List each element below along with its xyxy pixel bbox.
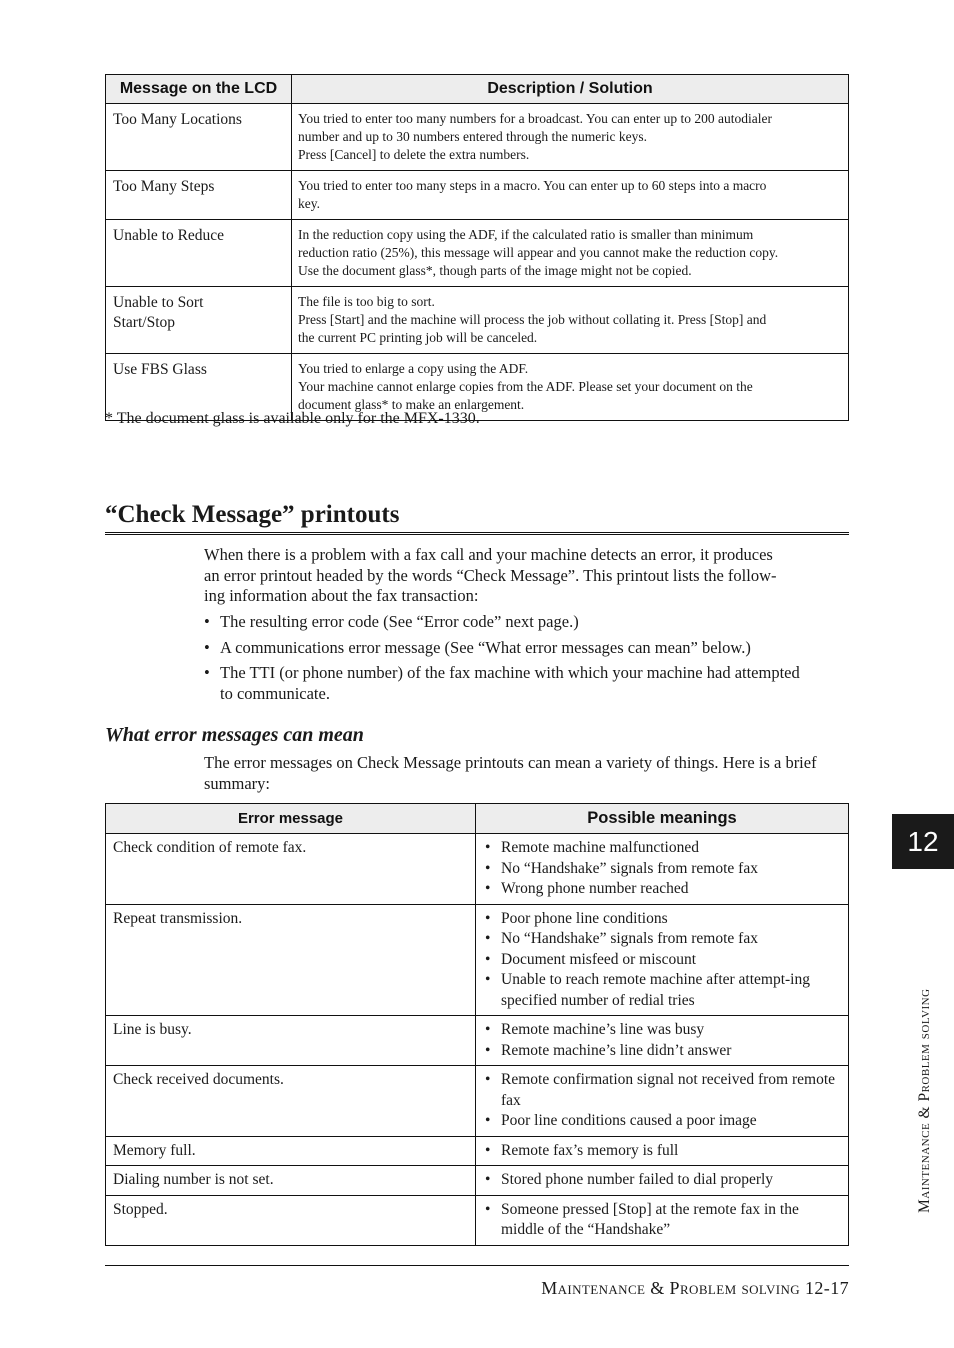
table-row: [106, 1016, 849, 1066]
list-item-text: Poor phone line conditions: [501, 909, 668, 927]
description-line: number and up to 30 numbers entered through the numeric keys.: [298, 129, 648, 144]
bullet-glyph: •: [485, 909, 491, 927]
bullet-glyph: •: [204, 663, 210, 682]
list-item: [483, 1141, 841, 1162]
table-row: [106, 904, 849, 1016]
lcd-message-line: Too Many Steps: [113, 178, 215, 195]
error-message-table: [105, 803, 849, 1246]
error-message-cell: Stopped.: [106, 1195, 476, 1245]
list-item: [483, 950, 841, 971]
table-row: [106, 1066, 849, 1137]
section-title: “Check Message” printouts: [105, 498, 849, 535]
bullet-glyph: •: [485, 930, 491, 947]
table-header-row: [106, 75, 849, 104]
meanings-list: [483, 1141, 841, 1162]
list-item: [483, 1111, 841, 1132]
list-item-text: The TTI (or phone number) of the fax machine with which your machine had attempted to communicate.: [220, 663, 800, 703]
intro-line: When there is a problem with a fax call and your machine detects an error, it produces: [204, 545, 773, 564]
list-item: [204, 663, 800, 704]
table-row: [106, 834, 849, 905]
bullet-glyph: •: [485, 1041, 491, 1059]
list-item-text: Unable to reach remote machine after attempt-ing specified number of redial tries: [501, 971, 810, 1009]
list-item-text: Remote machine’s line didn’t answer: [501, 1041, 732, 1059]
list-item: [483, 838, 841, 859]
description-line: key.: [298, 196, 320, 211]
description-cell: [292, 287, 849, 354]
description-line: Your machine cannot enlarge copies from the ADF. Please set your document on the: [298, 379, 753, 394]
lcd-message-line: Unable to Sort: [113, 294, 204, 311]
lcd-message-line: Start/Stop: [113, 314, 176, 331]
intro-line: an error printout headed by the words “Check Message”. This printout lists the follow-: [204, 565, 777, 585]
table-row: [106, 171, 849, 220]
table-row: [106, 1195, 849, 1245]
footer-divider: [105, 1265, 849, 1266]
description-line: Press [Start] and the machine will process the job without collating it. Press [Stop] and: [298, 312, 767, 327]
column-header: Error message: [106, 804, 476, 834]
bullet-glyph: •: [485, 1171, 491, 1188]
chapter-side-label: Maintenance & Problem solving: [916, 988, 933, 1213]
column-header: Description / Solution: [292, 75, 849, 104]
possible-meanings-cell: [476, 834, 849, 905]
lcd-message-line: Unable to Reduce: [113, 227, 225, 244]
list-item-text: Stored phone number failed to dial properly: [501, 1171, 774, 1188]
description-line: Press [Cancel] to delete the extra numbers.: [298, 147, 530, 162]
error-message-cell: Line is busy.: [106, 1016, 476, 1066]
intro-paragraph: [204, 545, 849, 607]
lcd-message-line: Use FBS Glass: [113, 361, 207, 378]
description-line: You tried to enter too many steps in a macro. You can enter up to 60 steps into a macro: [298, 178, 767, 193]
list-item: [483, 1170, 841, 1191]
list-item: [483, 1041, 841, 1062]
table-row: [106, 104, 849, 171]
bullet-glyph: •: [485, 971, 491, 988]
list-item-text: Wrong phone number reached: [501, 880, 689, 897]
list-item: [483, 929, 841, 950]
list-item: [483, 1020, 841, 1041]
list-item-text: No “Handshake” signals from remote fax: [501, 930, 758, 947]
lcd-message-table: [105, 74, 849, 421]
error-message-cell: Dialing number is not set.: [106, 1166, 476, 1196]
list-item: [483, 879, 841, 900]
error-message-cell: Check received documents.: [106, 1066, 476, 1137]
bullet-list: [204, 612, 849, 709]
bullet-glyph: •: [485, 1021, 491, 1038]
possible-meanings-cell: [476, 1066, 849, 1137]
list-item: [483, 1200, 841, 1241]
subsection-title: What error messages can mean: [105, 724, 364, 746]
list-item-text: Document misfeed or miscount: [501, 950, 696, 968]
possible-meanings-cell: [476, 1136, 849, 1166]
bullet-glyph: •: [485, 1112, 491, 1129]
description-cell: [292, 220, 849, 287]
possible-meanings-cell: [476, 1016, 849, 1066]
list-item: [483, 859, 841, 880]
description-line: reduction ratio (25%), this message will appear and you cannot make the reduction copy.: [298, 245, 779, 260]
table-row: [106, 1136, 849, 1166]
chapter-tab: 12: [892, 814, 954, 869]
list-item: [204, 638, 849, 659]
bullet-glyph: •: [485, 859, 491, 877]
bullet-glyph: •: [485, 1200, 491, 1218]
list-item-text: Poor line conditions caused a poor image: [501, 1112, 757, 1129]
list-item-text: Remote confirmation signal not received from remote fax: [501, 1071, 835, 1109]
possible-meanings-cell: [476, 1166, 849, 1196]
page-footer: Maintenance & Problem solving 12-17: [541, 1278, 849, 1298]
description-line: In the reduction copy using the ADF, if the calculated ratio is smaller than minimum: [298, 227, 754, 242]
table-row: [106, 287, 849, 354]
description-line: document glass* to make an enlargement.: [298, 397, 525, 412]
bullet-glyph: •: [485, 950, 491, 968]
meanings-list: [483, 838, 841, 900]
column-header: Possible meanings: [476, 804, 849, 834]
lcd-message-cell: [106, 287, 292, 354]
footnote: * The document glass is available only for the MFX-1330.: [105, 410, 480, 427]
meanings-list: [483, 1200, 841, 1241]
bullet-glyph: •: [485, 839, 491, 856]
description-line: The file is too big to sort.: [298, 294, 435, 309]
meanings-list: [483, 1020, 841, 1061]
table-row: [106, 1166, 849, 1196]
list-item: [483, 970, 841, 1011]
bullet-glyph: •: [204, 612, 210, 631]
possible-meanings-cell: [476, 904, 849, 1016]
list-item-text: The resulting error code (See “Error code” next page.): [220, 612, 579, 631]
description-cell: [292, 104, 849, 171]
error-message-cell: Repeat transmission.: [106, 904, 476, 1016]
lcd-message-cell: [106, 171, 292, 220]
list-item-text: Someone pressed [Stop] at the remote fax in the middle of the “Handshake”: [501, 1200, 799, 1238]
lcd-message-line: Too Many Locations: [113, 111, 242, 128]
error-message-cell: Check condition of remote fax.: [106, 834, 476, 905]
lcd-message-cell: [106, 220, 292, 287]
meanings-list: [483, 1170, 841, 1191]
list-item: [483, 1070, 841, 1111]
list-item-text: Remote machine’s line was busy: [501, 1021, 705, 1038]
list-item-text: Remote fax’s memory is full: [501, 1141, 679, 1159]
table-header-row: [106, 804, 849, 834]
description-cell: [292, 171, 849, 220]
bullet-glyph: •: [204, 637, 210, 657]
error-message-cell: Memory full.: [106, 1136, 476, 1166]
column-header: Message on the LCD: [106, 75, 292, 104]
list-item-text: Remote machine malfunctioned: [501, 839, 699, 856]
bullet-glyph: •: [485, 1071, 491, 1088]
description-line: You tried to enter too many numbers for a broadcast. You can enter up to 200 autodialer: [298, 111, 773, 126]
intro-line: ing information about the fax transaction:: [204, 586, 479, 605]
bullet-glyph: •: [485, 1141, 491, 1159]
meanings-list: [483, 909, 841, 1012]
bullet-glyph: •: [485, 880, 491, 897]
description-line: Use the document glass*, though parts of the image might not be copied.: [298, 263, 692, 278]
meanings-list: [483, 1070, 841, 1132]
lcd-message-cell: [106, 104, 292, 171]
list-item-text: No “Handshake” signals from remote fax: [501, 859, 758, 877]
summary-paragraph: The error messages on Check Message printouts can mean a variety of things. Here is a brief summary:: [204, 753, 817, 793]
list-item-text: A communications error message (See “What error messages can mean” below.): [220, 637, 751, 657]
description-line: You tried to enlarge a copy using the ADF.: [298, 361, 529, 376]
description-line: the current PC printing job will be canceled.: [298, 330, 538, 345]
table-row: [106, 220, 849, 287]
list-item: [483, 909, 841, 930]
possible-meanings-cell: [476, 1195, 849, 1245]
list-item: [204, 612, 849, 633]
